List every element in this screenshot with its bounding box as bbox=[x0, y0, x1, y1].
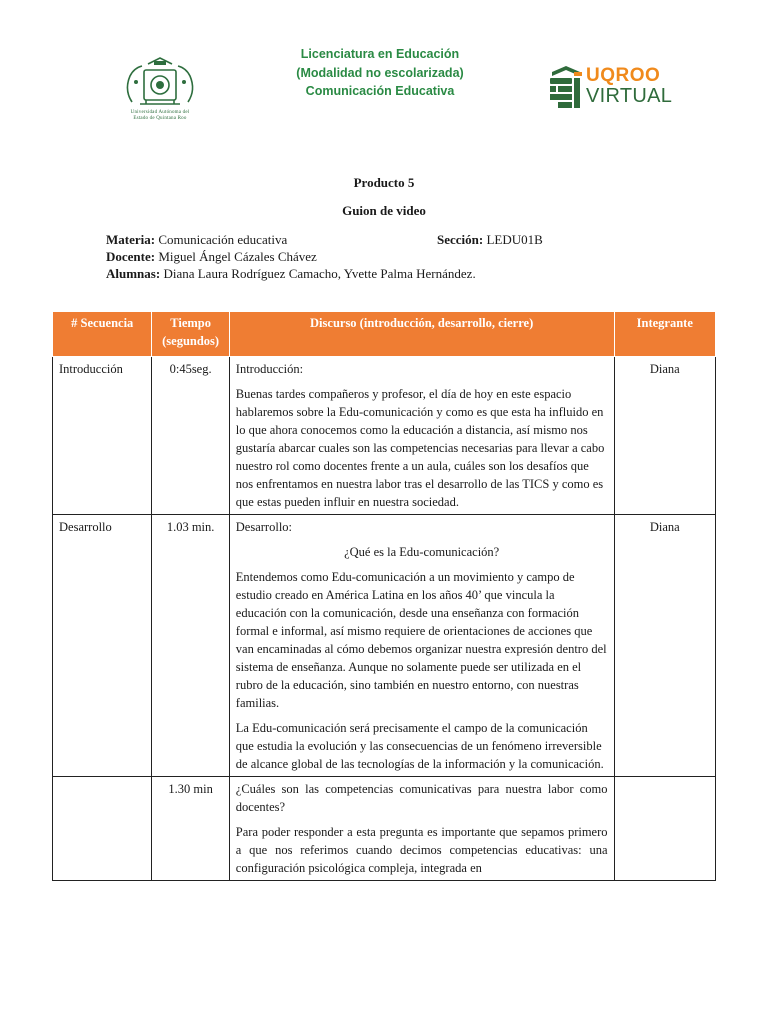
table-row bbox=[53, 515, 716, 777]
seccion-label: Sección: bbox=[437, 232, 484, 247]
materia-label: Materia: bbox=[106, 232, 156, 247]
cell-secuencia bbox=[53, 777, 152, 881]
cell-secuencia: Desarrollo bbox=[53, 515, 152, 777]
university-name bbox=[118, 110, 202, 122]
cell-discurso bbox=[229, 777, 614, 881]
document-subtitle: Guion de video bbox=[342, 203, 426, 218]
document-title: Producto 5 bbox=[353, 175, 415, 190]
materia-value: Comunicación educativa bbox=[158, 232, 288, 247]
university-name-line2: Estado de Quintana Roo bbox=[133, 116, 187, 121]
cell-tiempo: 0:45seg. bbox=[152, 357, 229, 515]
brand-top: UQROO bbox=[586, 65, 661, 86]
seccion-value: LEDU01B bbox=[486, 232, 543, 247]
seccion-line bbox=[437, 232, 543, 248]
discurso-paragraph: Buenas tardes compañeros y profesor, el día de hoy en este espacio hablaremos sobre la Edu-comunicación y como es que esta ha influido en lo que ahora conocemos como la educación a distancia, así mismo nos gustaría abarcar cuales son las competencias necesarias para llevar a cabo nuestro rol como docentes frente a un aula, cuáles son los desafíos que nos enfrentamos en nuestra labor tras el desarrollo de las TICS y como es que estas pueden influir en nuestra sociedad. bbox=[235, 387, 605, 509]
cell-discurso bbox=[229, 515, 614, 777]
table-header-row bbox=[53, 312, 716, 357]
alumnas-value: Diana Laura Rodríguez Camacho, Yvette Palma Hernández. bbox=[163, 266, 476, 281]
discurso-paragraph: La Edu-comunicación será precisamente el campo de la comunicación que estudia la evolución y las consecuencias de un fenómeno irreversible de alcance global de las tecnologías de la información y la comunicación. bbox=[235, 721, 604, 771]
script-table bbox=[52, 311, 716, 881]
document-header bbox=[0, 0, 768, 140]
program-line2: (Modalidad no escolarizada) bbox=[296, 65, 464, 80]
discurso-question: ¿Qué es la Edu-comunicación? bbox=[344, 545, 500, 559]
cell-tiempo: 1.03 min. bbox=[152, 515, 229, 777]
university-name-line1: Universidad Autónoma del bbox=[130, 110, 190, 115]
materia-line bbox=[106, 232, 287, 248]
cell-integrante: Diana bbox=[614, 515, 715, 777]
alumnas-line bbox=[106, 266, 476, 282]
cell-integrante: Diana bbox=[614, 357, 715, 515]
brand-bottom: VIRTUAL bbox=[586, 85, 673, 107]
header-secuencia: # Secuencia bbox=[53, 312, 152, 357]
discurso-title: Desarrollo: bbox=[235, 520, 293, 534]
cell-integrante bbox=[614, 777, 715, 881]
docente-value: Miguel Ángel Cázales Chávez bbox=[158, 249, 317, 264]
header-integrante: Integrante bbox=[614, 312, 715, 357]
alumnas-label: Alumnas: bbox=[106, 266, 161, 281]
docente-line bbox=[106, 249, 317, 265]
program-line3: Comunicación Educativa bbox=[305, 84, 455, 98]
docente-label: Docente: bbox=[106, 249, 156, 264]
program-title bbox=[240, 45, 520, 101]
header-discurso: Discurso (introducción, desarrollo, cierre) bbox=[229, 312, 614, 357]
uqroo-cube-icon bbox=[548, 66, 584, 110]
table-row bbox=[53, 777, 716, 881]
discurso-title: ¿Cuáles son las competencias comunicativas para nuestra labor como docentes? bbox=[235, 782, 608, 814]
table-row bbox=[53, 357, 716, 515]
uqroo-virtual-logo bbox=[548, 64, 673, 110]
discurso-paragraph: Para poder responder a esta pregunta es importante que sepamos primero a que nos referimos cuando decimos competencias educativas: una configuración psicológica compleja, integrada en bbox=[235, 825, 608, 875]
discurso-title: Introducción: bbox=[235, 362, 304, 376]
program-line1: Licenciatura en Educación bbox=[300, 47, 460, 61]
cell-tiempo: 1.30 min bbox=[152, 777, 229, 881]
discurso-paragraph: Entendemos como Edu-comunicación a un movimiento y campo de estudio creado en América Latina en los años 40’ que vincula la educación con la comunicación, desde una enseñanza con formación formal e informal, así mismo requiere de orientaciones de acciones que van encaminadas al cómo debemos organizar nuestra expresión dentro del sistema de enseñanza. Aunque no solamente puede ser utilizada en el rubro de la educación, sino también en nuestro entorno, con nuestras familias. bbox=[235, 570, 607, 710]
cell-secuencia: Introducción bbox=[53, 357, 152, 515]
university-logo bbox=[118, 56, 202, 128]
university-seal-icon bbox=[118, 56, 202, 110]
header-tiempo: Tiempo (segundos) bbox=[152, 312, 229, 357]
cell-discurso bbox=[229, 357, 614, 515]
